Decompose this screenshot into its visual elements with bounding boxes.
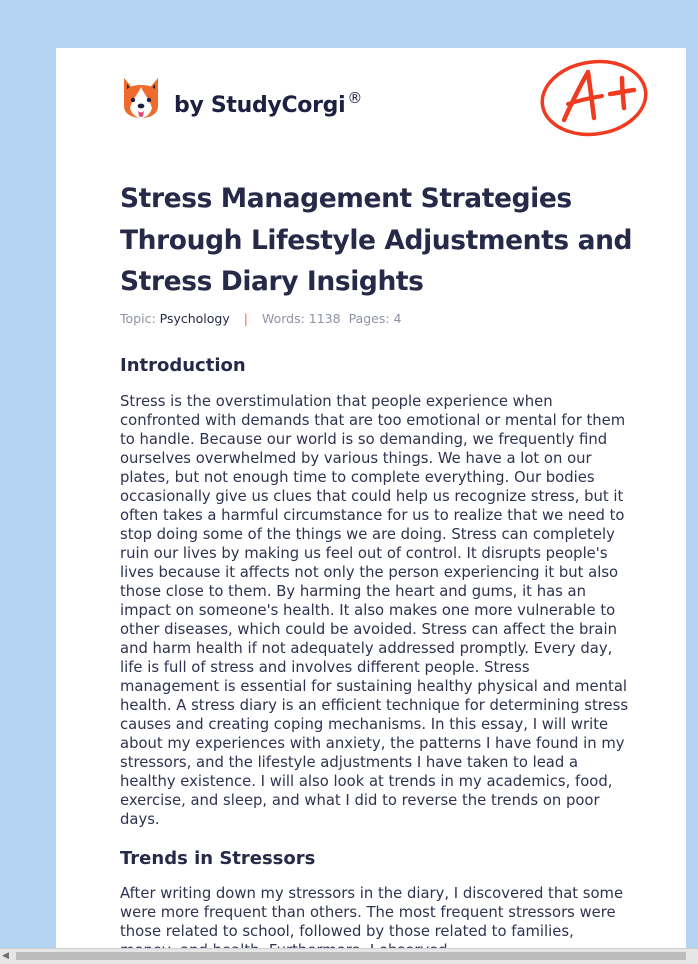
document-meta [120,311,402,326]
topic-label: Topic: [120,311,156,326]
corgi-icon [120,76,162,122]
page-title: Stress Management Strategies Through Lifestyle Adjustments and Stress Diary Insights [120,183,633,297]
document-page [56,48,686,964]
a-plus-grade-icon [538,58,650,140]
paragraph-trends: After writing down my stressors in the diary, I discovered that some were more frequent than others. The most frequent stressors were those related to school, followed by those related to families, [120,885,624,940]
section-heading-trends: Trends in Stressors [120,848,316,869]
brand-logo[interactable] [120,76,362,122]
registered-mark: ® [347,88,363,107]
topic-link[interactable]: Psychology [159,311,230,326]
paragraph-introduction: Stress is the overstimulation that people experience when confronted with demands that are too emotional or mental for them to handle. Because our world is so demanding, we frequently find ourselves overwhelmed by various things. We have a lot on our plates, but not enough time to complete everything. Our bodies occasionally give us clues that could help us recognize stress, but it often takes a harmful circumstance for us to realize that we need to stop doing some of the things we are doing. Stress can completely ruin our lives by making us feel out of control. It disrupts people's lives because it affects not only the person experiencing it but also those close to them. By harming the heart and gums, it has an impact on someone's health. It also makes one more vulnerable to other diseases, which could be avoided. Stress can affect the brain and harm health if not adequately addressed promptly. Every day, life is full of stress and involves different people. Stress management is essential for sustaining healthy physical and mental health. A stress diary is an efficient technique for determining stress causes and creating coping mechanisms. In this essay, I will write about my experiences with anxiety, the patterns I have found in my stressors, and the lifestyle adjustments I have taken to lead a healthy existence. I will also look at trends in my academics, food, exercise, and sleep, and what I did to reverse the trends on poor days. [120,393,629,828]
page-count: Pages: 4 [348,311,402,326]
horizontal-scrollbar[interactable] [0,948,698,964]
section-heading-introduction: Introduction [120,355,246,376]
brand-name: by StudyCorgi ® [174,88,363,118]
scroll-left-arrow-icon[interactable]: ◀ [2,951,9,961]
scrollbar-thumb[interactable] [16,952,686,960]
meta-separator: | [243,311,248,326]
word-count: Words: 1138 [261,311,341,326]
